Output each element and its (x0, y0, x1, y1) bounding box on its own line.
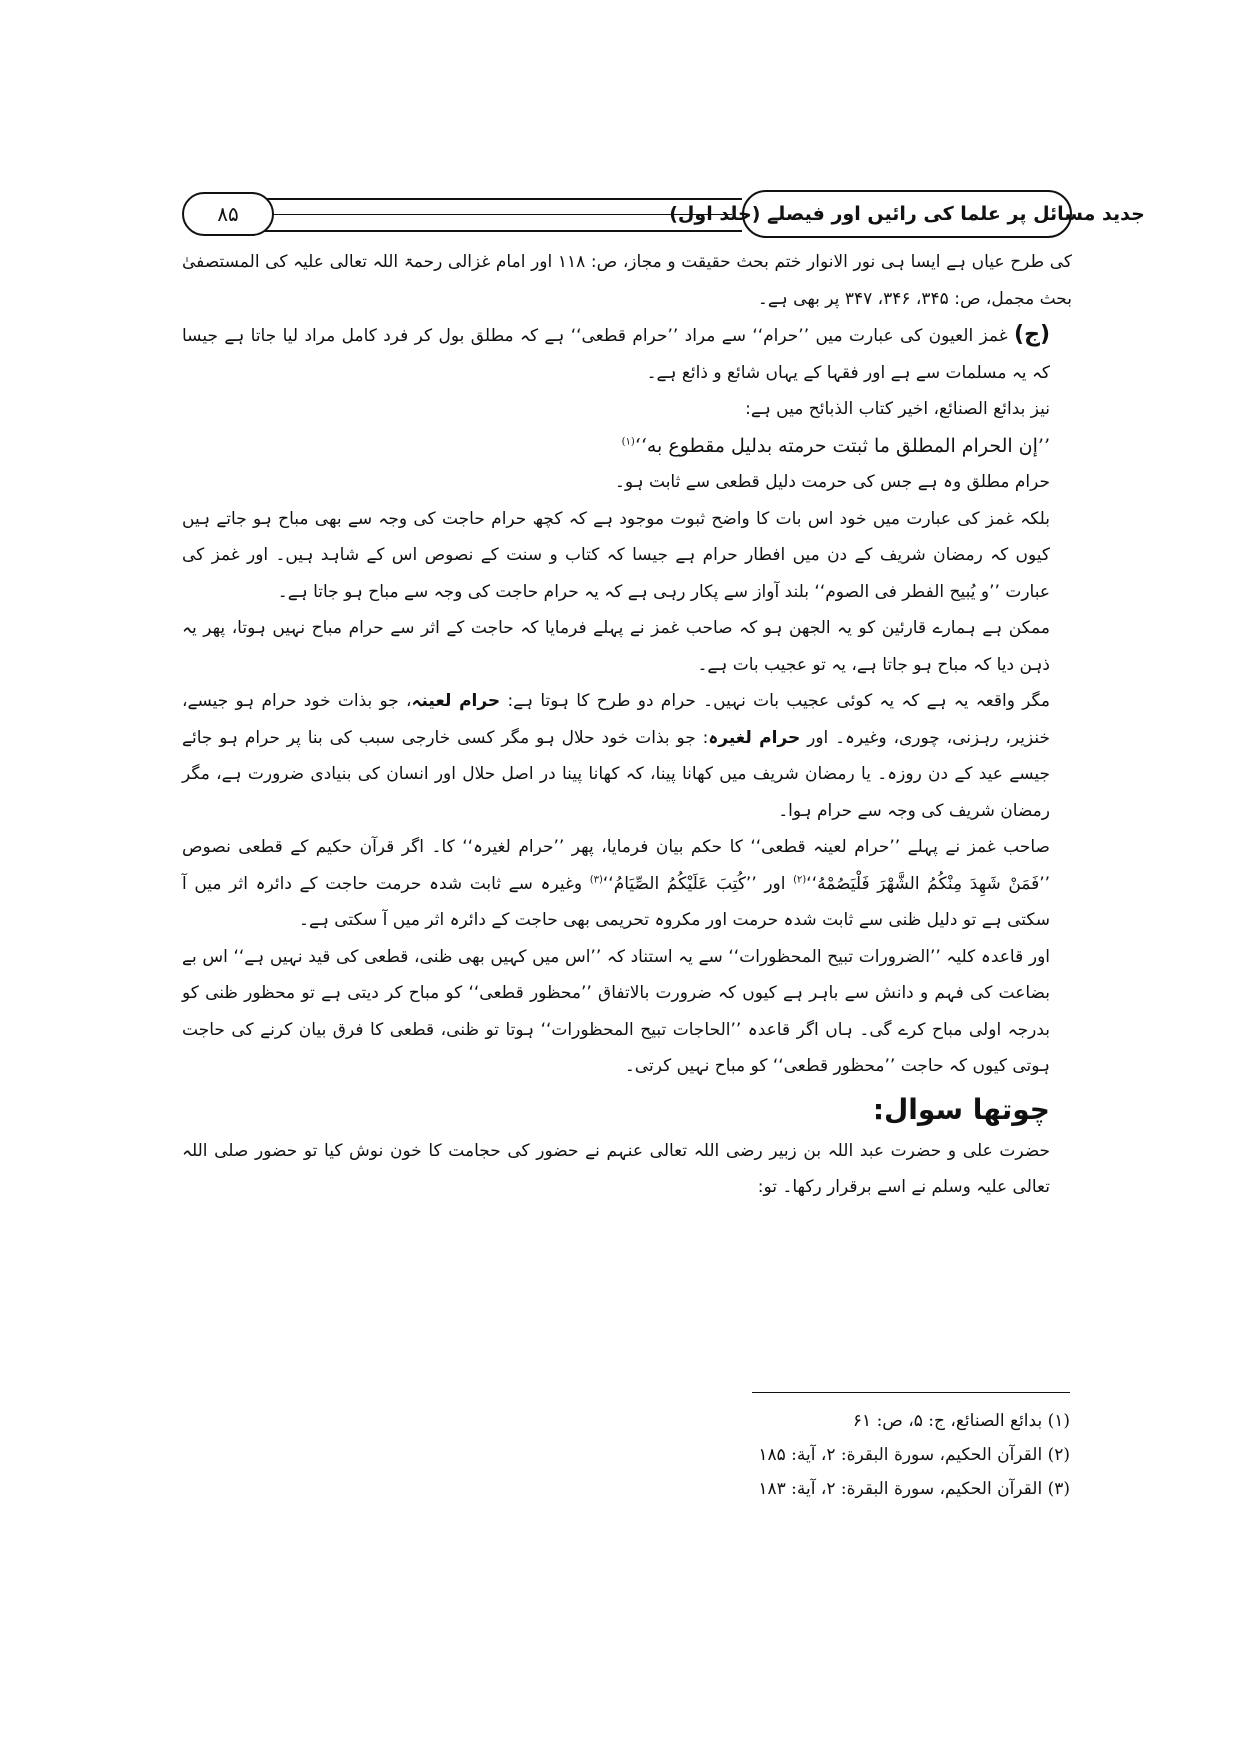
paragraph: حرام مطلق وہ ہے جس کی حرمت دلیل قطعی سے ثابت ہو۔ (614, 472, 1050, 492)
paragraph-text: وغیرہ سے ثابت شدہ حرمت حاجت کے دائرہ اثر میں آ سکتی ہے تو دلیل ظنی سے ثابت شدہ حرمت اور مکروہ تحریمی بھی حاجت کے دائرہ اثر میں آ سکتی ہے۔ (182, 873, 1050, 930)
paragraph-text: اور ’’كُتِبَ عَلَيْكُمُ الصِّيَامُ‘‘ (602, 873, 786, 894)
footnote: (۳) القرآن الحكيم، سورة البقرة: ۲، آية: ۱۸۳ (758, 1479, 1070, 1499)
footnotes (700, 1404, 1070, 1506)
paragraph-text: مگر واقعہ یہ ہے کہ یہ کوئی عجیب بات نہیں۔ حرام دو طرح کا ہوتا ہے: (507, 691, 1051, 711)
paragraph: نیز بدائع الصنائع، اخیر کتاب الذبائح میں ہے: (745, 399, 1050, 419)
page-header (182, 190, 1145, 238)
term-haram-lieynihi: حرام لعینہ (411, 691, 501, 711)
footnote: (۱) بدائع الصنائع، ج: ۵، ص: ۶۱ (852, 1411, 1070, 1431)
footnote-ref: (۳) (589, 873, 603, 885)
quotation-text: ’’إن الحرام المطلق ما ثبتت حرمته بدليل مقطوع به‘‘ (634, 434, 1050, 457)
paragraph-text: : جو بذات خود حلال ہو مگر کسی خارجی سبب کی بنا پر حرام ہو جائے جیسے عید کے دن روزہ۔ یا رمضان شریف میں کھانا پینا، کہ کھانا پینا در اصل حلال اور انسان کی بنیادی ضرورت ہے، مگر رمضان شریف کی وجہ سے حرام ہوا۔ (182, 727, 1050, 821)
book-title-frame (669, 190, 1145, 238)
section-marker: (ج) (1014, 322, 1050, 347)
paragraph: ممکن ہے ہمارے قارئین کو یہ الجھن ہو کہ صاحب غمز نے پہلے فرمایا کہ حاجت کے اثر سے حرام مباح نہیں ہوتا، پھر یہ ذہن دیا کہ مباح ہو جاتا ہے، یہ تو عجیب بات ہے۔ (182, 618, 1050, 675)
arabic-quotation (182, 428, 1072, 465)
section-heading: چوتھا سوال: (872, 1092, 1050, 1126)
paragraph: حضرت علی و حضرت عبد اللہ بن زبیر رضی اللہ تعالی عنہم نے حضور کی حجامت کا خون نوش کیا تو حضور صلی اللہ تعالی علیہ وسلم نے اسے برقرار رکھا۔ تو: (182, 1140, 1050, 1197)
paragraph-haram-types (182, 683, 1072, 829)
paragraph-text: ، جو بذات خود حرام ہو جیسے، خنزیر، رہزنی، چوری، وغیرہ۔ اور (182, 691, 1051, 748)
paragraph-text: صاحب غمز نے پہلے ’’حرام لعینہ قطعی‘‘ کا حکم بیان فرمایا، پھر ’’حرام لغیرہ‘‘ کا۔ اگر قرآن حکیم کے قطعی نصوص ’’فَمَنْ شَهِدَ مِنْكُمُ الشَّهْرَ فَلْيَصُمْهُ‘‘ (182, 837, 1051, 894)
page-number: ۸۵ (217, 202, 239, 226)
book-title: جدید مسائل پر علما کی رائیں اور فیصلے (جلد اول) (669, 203, 1145, 225)
term-haram-lighayrihi: حرام لغیرہ (708, 727, 801, 748)
paragraph: بلکہ غمز کی عبارت میں خود اس بات کا واضح ثبوت موجود ہے کہ کچھ حرام حاجت کی وجہ سے بھی مباح ہو جاتے ہیں کیوں کہ رمضان شریف کے دن میں افطار حرام ہے جیسا کہ کتاب و سنت کے نصوص اس کے شاہد ہیں۔ اور غمز کی عبارت ’’و يُبيح الفطر فی الصوم‘‘ بلند آواز سے پکار رہی ہے کہ یہ حرام حاجت کی وجہ سے مباح ہو جاتا ہے۔ (182, 508, 1050, 602)
paragraph-quran (182, 829, 1072, 939)
paragraph-jeem (182, 317, 1072, 391)
paragraph: کی طرح عیاں ہے ایسا ہی نور الانوار ختم بحث حقیقت و مجاز، ص: ۱۱۸ اور امام غزالی رحمۃ اللہ تعالی علیہ کی المستصفیٰ بحث مجمل، ص: ۳۴۵، ۳۴۶، ۳۴۷ پر بھی ہے۔ (182, 252, 1072, 309)
paragraph: اور قاعدہ کلیہ ’’الضرورات تبيح المحظورات‘‘ سے یہ استناد کہ ’’اس میں کہیں بھی ظنی، قطعی کی قید نہیں ہے‘‘ اس بے بضاعت کی فہم و دانش سے باہر ہے کیوں کہ ضرورت بالاتفاق ’’محظور قطعی‘‘ کو مباح کر دیتی ہے تو محظور ظنی کو بدرجہ اولی مباح کرے گی۔ ہاں اگر قاعدہ ’’الحاجات تبيح المحظورات‘‘ ہوتا تو ظنی، قطعی کا فرق بیان کرنے کی حاجت ہوتی کیوں کہ حاجت ’’محظور قطعی‘‘ کو مباح نہیں کرتی۔ (182, 946, 1050, 1076)
main-text (182, 244, 1072, 1206)
footnote-divider (752, 1392, 1070, 1393)
header-rule-bottom (262, 230, 742, 232)
footnote: (۲) القرآن الحكيم، سورة البقرة: ۲، آية: ۱۸۵ (758, 1445, 1070, 1465)
footnote-ref: (۲) (793, 873, 807, 885)
header-rule-middle (272, 214, 732, 215)
page-number-frame (182, 192, 274, 236)
paragraph-text: غمز العیون کی عبارت میں ’’حرام‘‘ سے مراد ’’حرام قطعی‘‘ ہے کہ مطلق بول کر فرد کامل مراد لیا جاتا ہے جیسا کہ یہ مسلمات سے ہے اور فقہا کے یہاں شائع و ذائع ہے۔ (182, 326, 1050, 383)
header-rule-top (262, 198, 742, 200)
footnote-ref: (۱) (621, 436, 635, 448)
